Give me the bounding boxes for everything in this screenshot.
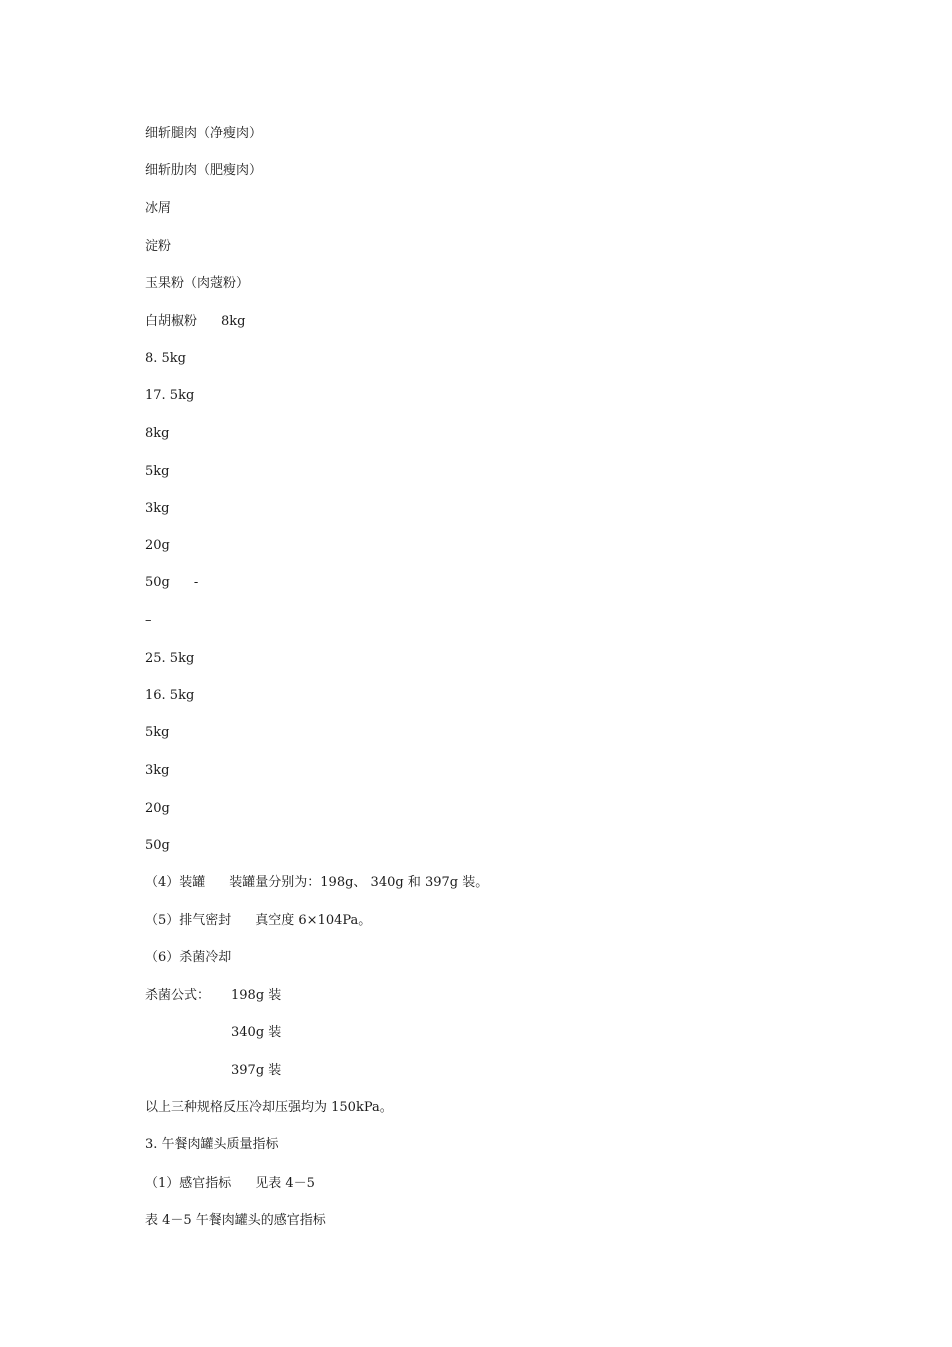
canning-step-title: （4）装罐 xyxy=(145,875,206,890)
amount-row: 3kg xyxy=(145,501,170,516)
sterilization-formula xyxy=(145,988,210,1004)
dash-row: – xyxy=(145,613,152,628)
dash-mark: - xyxy=(193,575,199,590)
ingredient-white-pepper: 白胡椒粉 xyxy=(145,314,198,329)
sensory-index-title: （1）感官指标 xyxy=(145,1176,232,1191)
amount-row: 3kg xyxy=(145,763,170,778)
amount-row: 8kg xyxy=(145,426,170,441)
ingredient-rib-meat: 细斩肋肉（肥瘦肉） xyxy=(145,163,263,178)
amount-row: 5kg xyxy=(145,725,170,740)
amount-row: 8. 5kg xyxy=(145,351,187,366)
ingredient-starch: 淀粉 xyxy=(145,239,172,254)
sealing-step-title: （5）排气密封 xyxy=(145,913,232,928)
sterilization-step-title: （6）杀菌冷却 xyxy=(145,950,232,965)
formula-340g: 340g 装 xyxy=(231,1025,282,1040)
amount-row: 16. 5kg xyxy=(145,688,195,703)
sealing-step-detail: 真空度 6×104Pa。 xyxy=(255,913,372,928)
amount-value: 50g xyxy=(145,575,170,590)
ingredient-leg-meat: 细斩腿肉（净瘦肉） xyxy=(145,126,263,141)
formula-label: 杀菌公式： xyxy=(145,988,211,1003)
canning-step-detail: 装罐量分别为：198g、 340g 和 397g 装。 xyxy=(229,875,489,890)
back-pressure-note: 以上三种规格反压冷却压强均为 150kPa。 xyxy=(145,1100,393,1115)
amount-row: 20g xyxy=(145,538,170,553)
amount-row xyxy=(145,575,198,591)
ingredient-white-pepper-row xyxy=(145,314,246,330)
white-pepper-amount: 8kg xyxy=(221,314,246,329)
sensory-index-ref: 见表 4－5 xyxy=(255,1176,315,1191)
amount-row: 20g xyxy=(145,801,170,816)
amount-row: 25. 5kg xyxy=(145,651,195,666)
ingredient-nutmeg: 玉果粉（肉蔻粉） xyxy=(145,276,250,291)
formula-397g: 397g 装 xyxy=(231,1063,282,1078)
sealing-step xyxy=(145,913,371,929)
canning-step xyxy=(145,875,488,891)
section-heading-quality: 3. 午餐肉罐头质量指标 xyxy=(145,1137,279,1152)
amount-row: 50g xyxy=(145,838,170,853)
amount-row: 5kg xyxy=(145,464,170,479)
sensory-index xyxy=(145,1176,315,1192)
formula-198g: 198g 装 xyxy=(231,988,282,1003)
amount-row: 17. 5kg xyxy=(145,388,195,403)
table-caption: 表 4－5 午餐肉罐头的感官指标 xyxy=(145,1213,326,1228)
ingredient-ice: 冰屑 xyxy=(145,201,172,216)
